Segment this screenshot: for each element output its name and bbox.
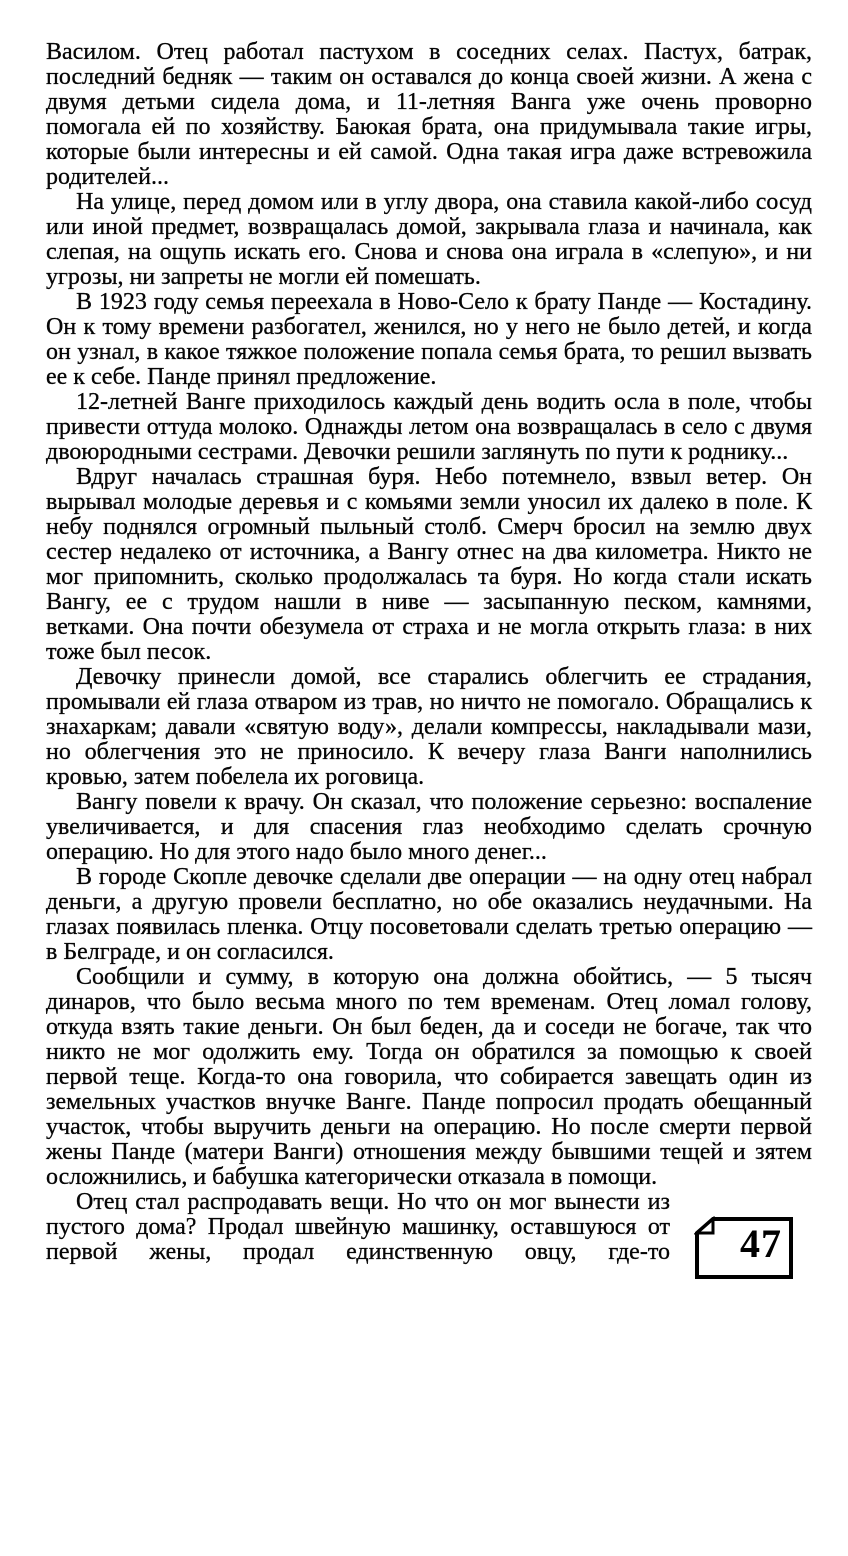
paragraph: Девочку принесли домой, все старались облегчить ее страдания, промывали ей глаза отваром из трав, но ничто не помогало. Обращались к знахаркам; давали «святую воду», делали компрессы, накладывали мази, но облегчения это не приносило. К вечеру глаза Ванги наполнились кровью, затем побелела их роговица. (46, 664, 812, 790)
page-number: 47 (740, 1221, 782, 1266)
paragraph: Вангу повели к врачу. Он сказал, что положение серьезно: воспаление увеличивается, и для спасения глаз необходимо сделать срочную операцию. Но для этого надо было много денег... (46, 789, 812, 865)
paragraph: Сообщили и сумму, в которую она должна обойтись, — 5 тысяч динаров, что было весьма много по тем временам. Отец ломал голову, откуда взять такие деньги. Он был беден, да и соседи не богаче, так что никто не мог одолжить ему. Тогда он обратился за помощью к своей первой теще. Когда-то она говорила, что собирается завещать один из земельных участков внучке Ванге. Панде попросил продать обещанный участок, чтобы выручить деньги на операцию. Но после смерти первой жены Панде (матери Ванги) отношения между бывшими тещей и зятем осложнились, и бабушка категорически отказала в помощи. (46, 964, 812, 1190)
paragraph: Василом. Отец работал пастухом в соседних селах. Пастух, батрак, последний бедняк — таким он оставался до конца своей жизни. А жена с двумя детьми сидела дома, и 11-летняя Ванга уже очень проворно помогала ей по хозяйству. Баюкая брата, она придумывала такие игры, которые были интересны и ей самой. Одна такая игра даже встревожила родителей... (46, 39, 812, 190)
paragraph: На улице, перед домом или в углу двора, она ставила какой-либо сосуд или иной предмет, возвращалась домой, закрывала глаза и начинала, как слепая, на ощупь искать его. Снова и снова она играла в «слепую», и ни угрозы, ни запреты не могли ей помешать. (46, 189, 812, 290)
paragraph: Вдруг началась страшная буря. Небо потемнело, взвыл ветер. Он вырывал молодые деревья и с комьями земли уносил их далеко в поле. К небу поднялся огромный пыльный столб. Смерч бросил на землю двух сестер недалеко от источника, а Вангу отнес на два километра. Никто не мог припомнить, сколько продолжалась та буря. Но когда стали искать Вангу, ее с трудом нашли в ниве — засыпанную песком, камнями, ветками. Она почти обезумела от страха и не могла открыть глаза: в них тоже был песок. (46, 464, 812, 665)
text-block (46, 40, 812, 1286)
paragraph: 12-летней Ванге приходилось каждый день водить осла в поле, чтобы привести оттуда молоко. Однажды летом она возвращалась в село с двумя двоюродными сестрами. Девочки решили заглянуть по пути к роднику... (46, 389, 812, 465)
paragraph: В 1923 году семья переехала в Ново-Село к брату Панде — Костадину. Он к тому времени разбогател, женился, но у него не было детей, и когда он узнал, в какое тяжкое положение попала семья брата, то решил вызвать ее к себе. Панде принял предложение. (46, 289, 812, 390)
paragraph: В городе Скопле девочке сделали две операции — на одну отец набрал деньги, а другую провели бесплатно, но обе оказались неудачными. На глазах появилась пленка. Отцу посоветовали сделать третью операцию — в Белграде, и он согласился. (46, 864, 812, 965)
page-number-box (694, 1216, 794, 1280)
paragraph: Отец стал распродавать вещи. Но что он мог вынести из пустого дома? Продал швейную машинку, оставшуюся от первой жены, продал единственную овцу, где-то (46, 1189, 670, 1265)
